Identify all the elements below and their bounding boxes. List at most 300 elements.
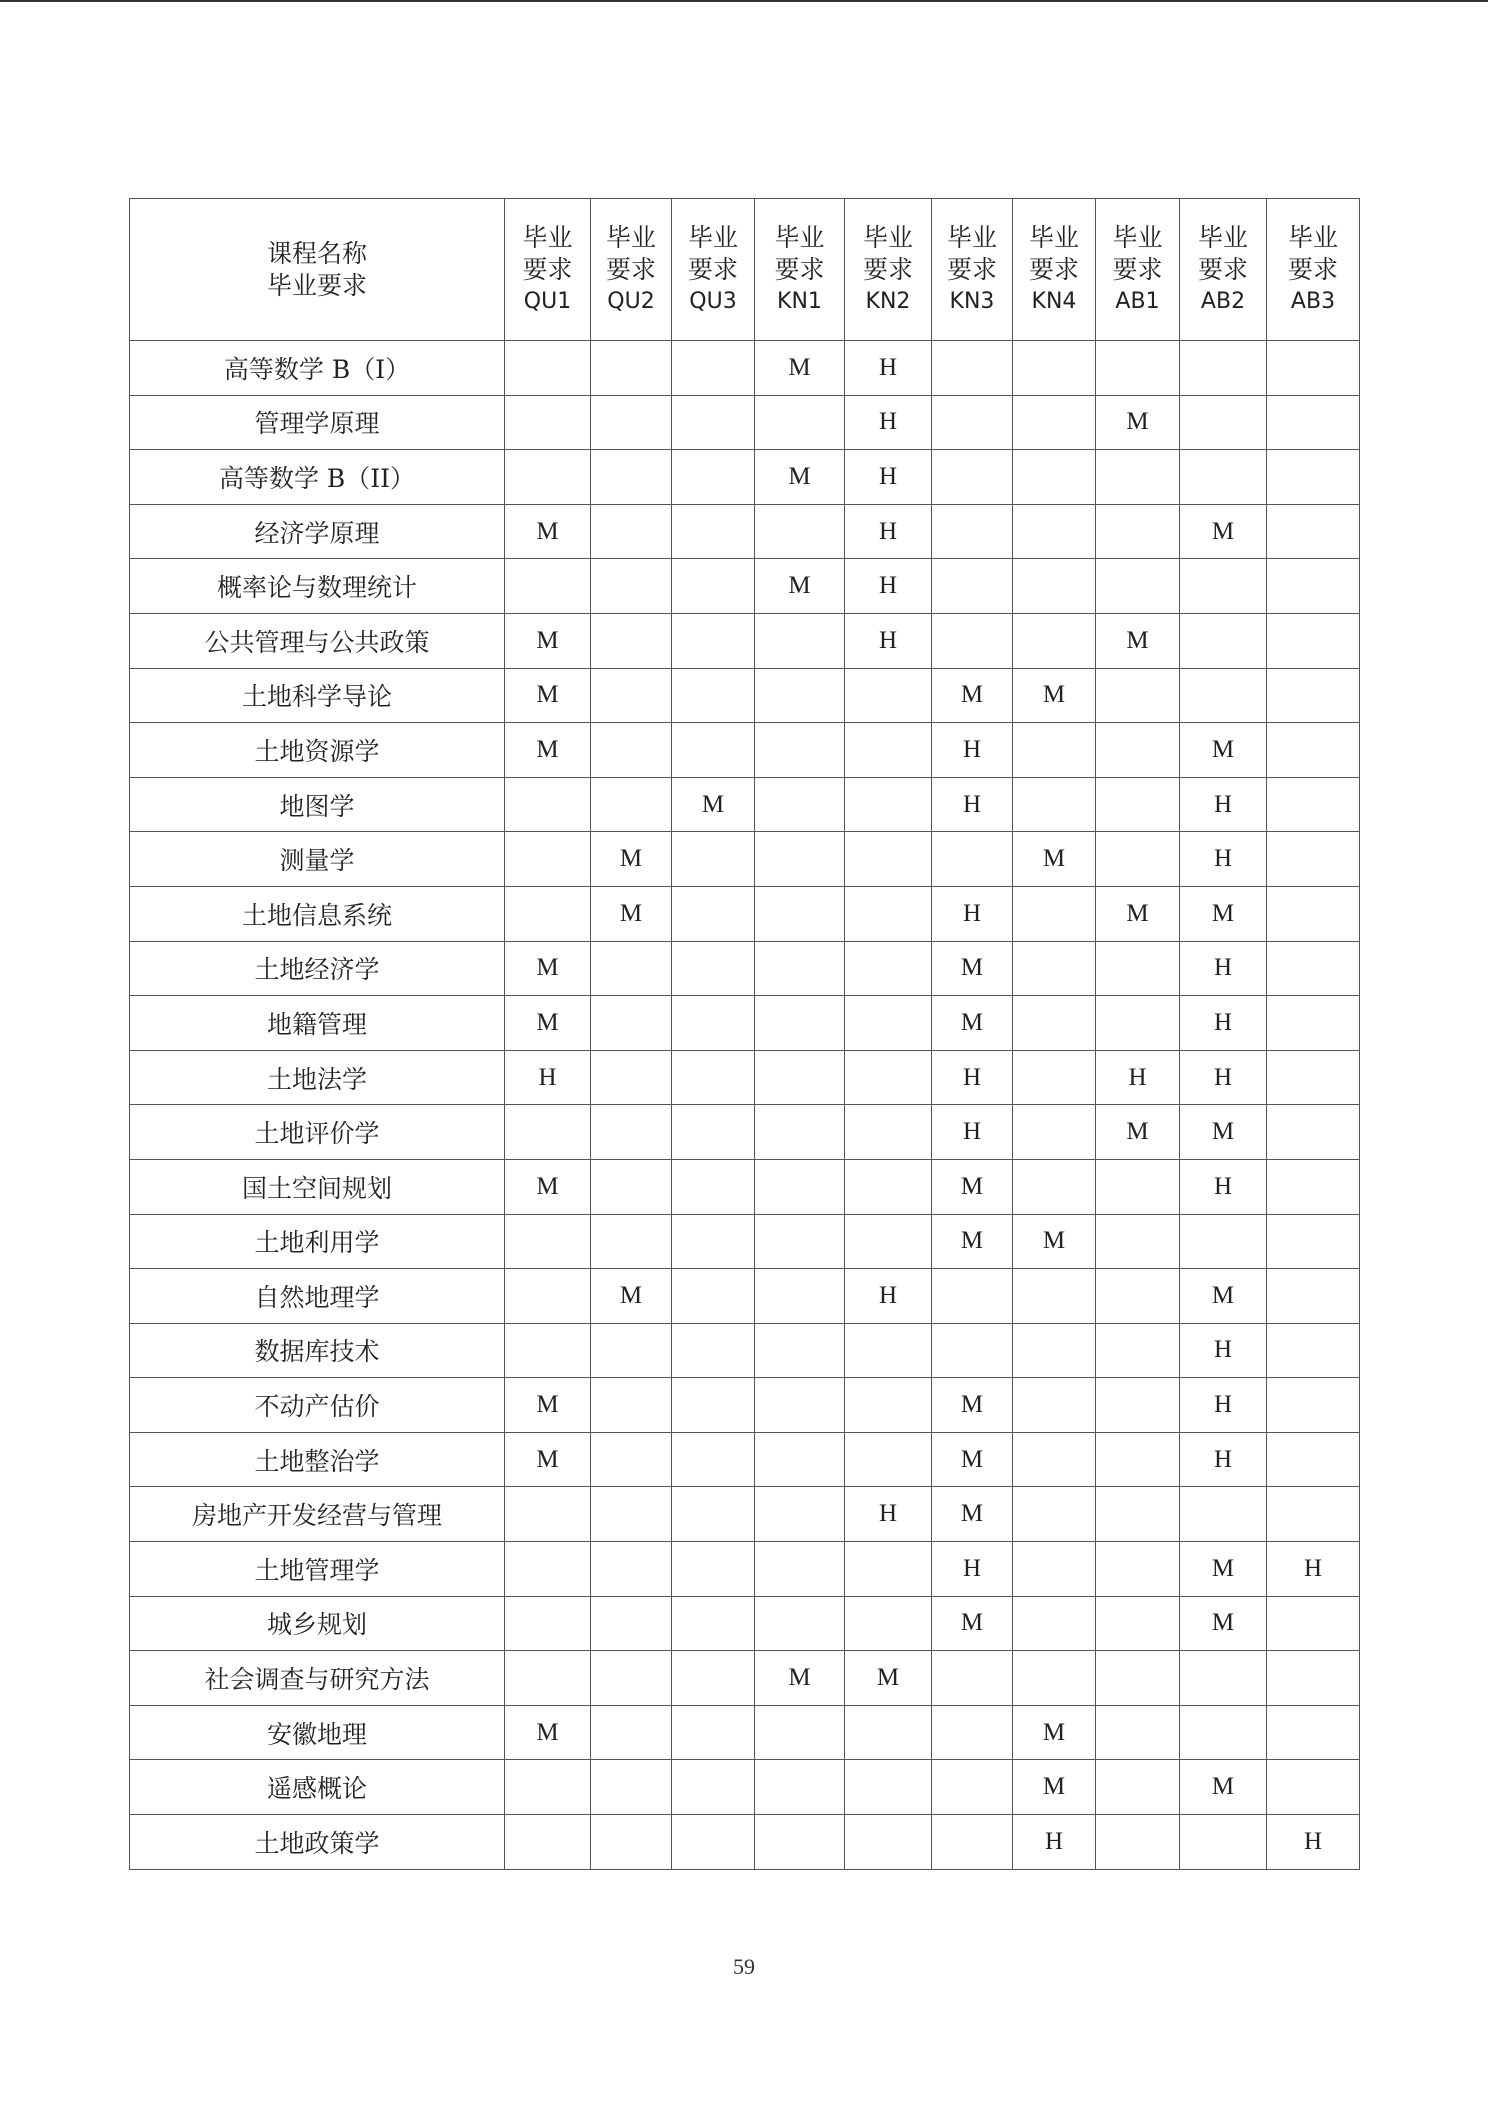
requirement-column-header bbox=[1013, 199, 1096, 341]
support-level-cell bbox=[1267, 832, 1360, 887]
support-level-cell bbox=[672, 1705, 755, 1760]
support-level-cell bbox=[1096, 341, 1180, 396]
support-level-cell bbox=[505, 886, 591, 941]
support-level-cell bbox=[591, 1596, 672, 1651]
requirement-caption: 毕业 bbox=[1112, 222, 1163, 252]
top-border-line bbox=[0, 0, 1488, 2]
support-level-cell bbox=[1096, 941, 1180, 996]
course-name-cell: 高等数学 B（II） bbox=[130, 450, 505, 505]
support-level-cell bbox=[755, 1159, 845, 1214]
support-level-cell bbox=[672, 832, 755, 887]
course-name-cell: 土地资源学 bbox=[130, 723, 505, 778]
requirement-column-header bbox=[672, 199, 755, 341]
support-level-cell: M bbox=[932, 941, 1013, 996]
support-level-cell: M bbox=[1013, 668, 1096, 723]
support-level-cell bbox=[505, 1214, 591, 1269]
support-level-cell bbox=[755, 1214, 845, 1269]
support-level-cell bbox=[1096, 668, 1180, 723]
support-level-cell: M bbox=[672, 777, 755, 832]
course-column-header bbox=[130, 199, 505, 341]
support-level-cell: M bbox=[932, 1596, 1013, 1651]
support-level-cell bbox=[672, 1050, 755, 1105]
support-level-cell: M bbox=[932, 996, 1013, 1051]
table-row bbox=[130, 1542, 1360, 1597]
page-number: 59 bbox=[733, 1954, 755, 1979]
support-level-cell: H bbox=[932, 1542, 1013, 1597]
support-level-cell bbox=[1267, 1214, 1360, 1269]
support-level-cell bbox=[591, 723, 672, 778]
support-level-cell bbox=[505, 777, 591, 832]
support-level-cell bbox=[1013, 1323, 1096, 1378]
support-level-cell bbox=[1013, 941, 1096, 996]
support-level-cell bbox=[672, 723, 755, 778]
support-level-cell bbox=[1013, 1542, 1096, 1597]
support-level-cell bbox=[1267, 941, 1360, 996]
course-name-cell: 地籍管理 bbox=[130, 996, 505, 1051]
support-level-cell bbox=[1096, 777, 1180, 832]
support-level-cell bbox=[755, 941, 845, 996]
support-level-cell: M bbox=[1096, 395, 1180, 450]
requirement-column-header bbox=[755, 199, 845, 341]
requirement-caption: 毕业 bbox=[522, 222, 573, 252]
support-level-cell bbox=[591, 1159, 672, 1214]
support-level-cell bbox=[1096, 1815, 1180, 1870]
support-level-cell bbox=[1096, 1651, 1180, 1706]
support-level-cell bbox=[845, 1159, 932, 1214]
support-level-cell bbox=[672, 1542, 755, 1597]
support-level-cell bbox=[672, 1214, 755, 1269]
support-level-cell bbox=[1096, 1432, 1180, 1487]
support-level-cell bbox=[672, 1105, 755, 1160]
support-level-cell bbox=[932, 832, 1013, 887]
support-level-cell: H bbox=[932, 886, 1013, 941]
support-level-cell bbox=[591, 341, 672, 396]
support-level-cell: H bbox=[932, 1050, 1013, 1105]
support-level-cell bbox=[591, 504, 672, 559]
support-level-cell bbox=[672, 341, 755, 396]
support-level-cell bbox=[1180, 668, 1267, 723]
support-level-cell: H bbox=[845, 613, 932, 668]
support-level-cell bbox=[591, 395, 672, 450]
course-name-cell: 经济学原理 bbox=[130, 504, 505, 559]
header-row bbox=[130, 199, 1360, 341]
support-level-cell bbox=[505, 1105, 591, 1160]
support-level-cell bbox=[591, 777, 672, 832]
support-level-cell: M bbox=[505, 613, 591, 668]
support-level-cell bbox=[755, 668, 845, 723]
support-level-cell bbox=[1267, 777, 1360, 832]
support-level-cell bbox=[755, 613, 845, 668]
support-level-cell: M bbox=[932, 1378, 1013, 1433]
support-level-cell bbox=[672, 1323, 755, 1378]
support-level-cell bbox=[672, 941, 755, 996]
requirement-code: KN4 bbox=[1031, 288, 1077, 314]
support-level-cell bbox=[672, 1651, 755, 1706]
table-row bbox=[130, 1105, 1360, 1160]
support-level-cell bbox=[845, 1705, 932, 1760]
course-name-cell: 自然地理学 bbox=[130, 1269, 505, 1324]
support-level-cell bbox=[591, 668, 672, 723]
support-level-cell bbox=[672, 1432, 755, 1487]
support-level-cell bbox=[591, 1542, 672, 1597]
table-row bbox=[130, 1214, 1360, 1269]
support-level-cell bbox=[845, 1050, 932, 1105]
support-level-cell bbox=[845, 1105, 932, 1160]
support-level-cell bbox=[1180, 1705, 1267, 1760]
support-level-cell bbox=[1013, 1105, 1096, 1160]
table-row bbox=[130, 777, 1360, 832]
support-level-cell bbox=[1267, 1269, 1360, 1324]
support-level-cell bbox=[1096, 1378, 1180, 1433]
support-level-cell bbox=[755, 1596, 845, 1651]
support-level-cell: M bbox=[932, 1159, 1013, 1214]
support-level-cell: M bbox=[845, 1651, 932, 1706]
support-level-cell: M bbox=[1180, 1760, 1267, 1815]
support-level-cell bbox=[591, 1214, 672, 1269]
support-level-cell bbox=[1180, 613, 1267, 668]
support-level-cell: H bbox=[1013, 1815, 1096, 1870]
support-level-cell bbox=[1267, 1705, 1360, 1760]
support-level-cell bbox=[755, 1705, 845, 1760]
support-level-cell bbox=[1267, 668, 1360, 723]
support-level-cell bbox=[1267, 1432, 1360, 1487]
support-level-cell bbox=[591, 1432, 672, 1487]
support-level-cell bbox=[845, 1378, 932, 1433]
support-level-cell bbox=[1096, 1487, 1180, 1542]
course-name-cell: 数据库技术 bbox=[130, 1323, 505, 1378]
support-level-cell bbox=[755, 395, 845, 450]
course-name-cell: 公共管理与公共政策 bbox=[130, 613, 505, 668]
support-level-cell bbox=[845, 1596, 932, 1651]
support-level-cell bbox=[591, 941, 672, 996]
support-level-cell bbox=[591, 1760, 672, 1815]
support-level-cell bbox=[932, 450, 1013, 505]
support-level-cell bbox=[672, 1596, 755, 1651]
support-level-cell bbox=[845, 1214, 932, 1269]
support-level-cell bbox=[1180, 1487, 1267, 1542]
support-level-cell: M bbox=[591, 832, 672, 887]
support-level-cell bbox=[1267, 723, 1360, 778]
support-level-cell bbox=[591, 559, 672, 614]
support-level-cell: M bbox=[1180, 1542, 1267, 1597]
support-level-cell: H bbox=[1180, 832, 1267, 887]
support-level-cell bbox=[505, 1651, 591, 1706]
support-level-cell bbox=[1267, 886, 1360, 941]
requirement-caption: 要求 bbox=[522, 254, 573, 284]
support-level-cell bbox=[1180, 341, 1267, 396]
support-level-cell bbox=[1267, 1050, 1360, 1105]
table-row bbox=[130, 1487, 1360, 1542]
support-level-cell: H bbox=[845, 504, 932, 559]
support-level-cell: M bbox=[755, 1651, 845, 1706]
support-level-cell bbox=[755, 1105, 845, 1160]
support-level-cell bbox=[672, 668, 755, 723]
support-level-cell bbox=[755, 1378, 845, 1433]
support-level-cell bbox=[1267, 1323, 1360, 1378]
requirement-caption: 毕业 bbox=[1028, 222, 1079, 252]
support-level-cell bbox=[672, 613, 755, 668]
support-level-cell bbox=[591, 996, 672, 1051]
support-level-cell: M bbox=[1180, 723, 1267, 778]
support-level-cell bbox=[1180, 395, 1267, 450]
support-level-cell bbox=[845, 1323, 932, 1378]
support-level-cell bbox=[1096, 450, 1180, 505]
support-level-cell bbox=[672, 1760, 755, 1815]
support-level-cell bbox=[932, 559, 1013, 614]
table-row bbox=[130, 1432, 1360, 1487]
support-level-cell: M bbox=[505, 1432, 591, 1487]
support-level-cell bbox=[1013, 395, 1096, 450]
support-level-cell bbox=[591, 450, 672, 505]
requirement-caption: 毕业 bbox=[605, 222, 656, 252]
requirement-caption: 毕业 bbox=[774, 222, 825, 252]
support-level-cell bbox=[1013, 559, 1096, 614]
support-level-cell bbox=[755, 723, 845, 778]
requirement-column-header bbox=[1267, 199, 1360, 341]
support-level-cell bbox=[505, 832, 591, 887]
support-level-cell bbox=[505, 1760, 591, 1815]
support-level-cell bbox=[505, 559, 591, 614]
support-level-cell bbox=[845, 832, 932, 887]
requirement-code: KN3 bbox=[949, 288, 995, 314]
support-level-cell bbox=[1096, 1159, 1180, 1214]
support-level-cell bbox=[755, 996, 845, 1051]
support-level-cell: M bbox=[1013, 1705, 1096, 1760]
support-level-cell bbox=[932, 395, 1013, 450]
support-level-cell bbox=[591, 613, 672, 668]
support-level-cell bbox=[1267, 450, 1360, 505]
support-level-cell: H bbox=[845, 341, 932, 396]
support-level-cell bbox=[1013, 1269, 1096, 1324]
support-level-cell: M bbox=[591, 1269, 672, 1324]
support-level-cell bbox=[591, 1487, 672, 1542]
support-level-cell: M bbox=[932, 668, 1013, 723]
course-name-cell: 土地科学导论 bbox=[130, 668, 505, 723]
support-level-cell bbox=[1267, 1487, 1360, 1542]
support-level-cell bbox=[1180, 559, 1267, 614]
support-level-cell bbox=[591, 1050, 672, 1105]
support-level-cell bbox=[755, 1815, 845, 1870]
matrix-header bbox=[130, 199, 1360, 341]
table-row bbox=[130, 341, 1360, 396]
support-level-cell bbox=[932, 341, 1013, 396]
table-row bbox=[130, 1378, 1360, 1433]
support-level-cell: M bbox=[755, 341, 845, 396]
requirement-caption: 毕业 bbox=[862, 222, 913, 252]
support-level-cell bbox=[845, 1815, 932, 1870]
support-level-cell bbox=[505, 1323, 591, 1378]
support-level-cell bbox=[932, 1815, 1013, 1870]
requirement-column-header bbox=[505, 199, 591, 341]
support-level-cell bbox=[845, 1542, 932, 1597]
requirement-caption: 毕业 bbox=[1197, 222, 1248, 252]
support-level-cell: H bbox=[932, 723, 1013, 778]
support-level-cell bbox=[845, 941, 932, 996]
support-level-cell: M bbox=[932, 1214, 1013, 1269]
table-row bbox=[130, 1050, 1360, 1105]
course-name-cell: 遥感概论 bbox=[130, 1760, 505, 1815]
support-level-cell: H bbox=[932, 1105, 1013, 1160]
support-level-cell bbox=[932, 613, 1013, 668]
support-level-cell bbox=[505, 1815, 591, 1870]
support-level-cell: M bbox=[1180, 504, 1267, 559]
support-level-cell bbox=[1267, 1159, 1360, 1214]
support-level-cell bbox=[672, 504, 755, 559]
support-level-cell: M bbox=[505, 668, 591, 723]
course-name-cell: 安徽地理 bbox=[130, 1705, 505, 1760]
support-level-cell: H bbox=[845, 1487, 932, 1542]
support-level-cell bbox=[1013, 1487, 1096, 1542]
curriculum-requirement-matrix bbox=[129, 198, 1360, 1870]
support-level-cell bbox=[755, 1432, 845, 1487]
table-row bbox=[130, 832, 1360, 887]
support-level-cell bbox=[1096, 723, 1180, 778]
requirement-column-header bbox=[1096, 199, 1180, 341]
support-level-cell: H bbox=[932, 777, 1013, 832]
table-row bbox=[130, 1269, 1360, 1324]
support-level-cell: H bbox=[1180, 1378, 1267, 1433]
support-level-cell bbox=[672, 1378, 755, 1433]
requirement-column-header bbox=[591, 199, 672, 341]
support-level-cell: M bbox=[1180, 1105, 1267, 1160]
requirement-column-header bbox=[845, 199, 932, 341]
support-level-cell bbox=[1013, 996, 1096, 1051]
support-level-cell: M bbox=[1096, 613, 1180, 668]
support-level-cell bbox=[1096, 1542, 1180, 1597]
support-level-cell: M bbox=[1180, 1269, 1267, 1324]
support-level-cell: M bbox=[505, 1705, 591, 1760]
support-level-cell bbox=[932, 1323, 1013, 1378]
support-level-cell: M bbox=[1096, 1105, 1180, 1160]
support-level-cell: H bbox=[1180, 1432, 1267, 1487]
table-row bbox=[130, 1159, 1360, 1214]
support-level-cell bbox=[672, 395, 755, 450]
requirement-caption: 要求 bbox=[1287, 254, 1338, 284]
support-level-cell bbox=[1013, 1596, 1096, 1651]
requirement-caption: 要求 bbox=[687, 254, 738, 284]
course-name-cell: 测量学 bbox=[130, 832, 505, 887]
support-level-cell bbox=[1267, 1651, 1360, 1706]
course-name-cell: 不动产估价 bbox=[130, 1378, 505, 1433]
support-level-cell bbox=[755, 1269, 845, 1324]
table-row bbox=[130, 668, 1360, 723]
support-level-cell bbox=[505, 1269, 591, 1324]
support-level-cell bbox=[932, 1760, 1013, 1815]
support-level-cell: M bbox=[932, 1487, 1013, 1542]
support-level-cell bbox=[1267, 1105, 1360, 1160]
course-name-cell: 高等数学 B（I） bbox=[130, 341, 505, 396]
support-level-cell bbox=[1180, 450, 1267, 505]
support-level-cell: M bbox=[505, 723, 591, 778]
support-level-cell: M bbox=[1096, 886, 1180, 941]
support-level-cell bbox=[672, 996, 755, 1051]
support-level-cell: M bbox=[755, 450, 845, 505]
requirement-caption: 要求 bbox=[774, 254, 825, 284]
support-level-cell: M bbox=[1180, 886, 1267, 941]
requirement-code: AB2 bbox=[1200, 288, 1246, 314]
requirement-caption: 毕业 bbox=[687, 222, 738, 252]
support-level-cell: M bbox=[1180, 1596, 1267, 1651]
support-level-cell bbox=[845, 777, 932, 832]
support-level-cell bbox=[755, 886, 845, 941]
support-level-cell bbox=[1267, 504, 1360, 559]
support-level-cell bbox=[755, 1542, 845, 1597]
requirement-caption: 毕业 bbox=[946, 222, 997, 252]
table-row bbox=[130, 723, 1360, 778]
support-level-cell bbox=[755, 1050, 845, 1105]
requirement-code: AB1 bbox=[1115, 288, 1160, 314]
support-level-cell bbox=[1096, 832, 1180, 887]
support-level-cell bbox=[755, 504, 845, 559]
support-level-cell bbox=[1013, 777, 1096, 832]
support-level-cell bbox=[1267, 996, 1360, 1051]
table-row bbox=[130, 450, 1360, 505]
table-row bbox=[130, 996, 1360, 1051]
support-level-cell: M bbox=[755, 559, 845, 614]
support-level-cell bbox=[1096, 996, 1180, 1051]
support-level-cell bbox=[1013, 1159, 1096, 1214]
table-row bbox=[130, 1815, 1360, 1870]
table-row bbox=[130, 395, 1360, 450]
table-row bbox=[130, 559, 1360, 614]
support-level-cell bbox=[1267, 559, 1360, 614]
support-level-cell bbox=[1096, 1596, 1180, 1651]
course-name-cell: 土地信息系统 bbox=[130, 886, 505, 941]
support-level-cell bbox=[672, 1487, 755, 1542]
support-level-cell bbox=[1013, 1050, 1096, 1105]
requirement-caption: 要求 bbox=[1197, 254, 1248, 284]
support-level-cell bbox=[1267, 613, 1360, 668]
support-level-cell bbox=[591, 1105, 672, 1160]
support-level-cell bbox=[672, 1269, 755, 1324]
support-level-cell bbox=[755, 777, 845, 832]
support-level-cell bbox=[932, 1651, 1013, 1706]
course-name-cell: 土地经济学 bbox=[130, 941, 505, 996]
support-level-cell: H bbox=[1180, 1050, 1267, 1105]
support-level-cell bbox=[1096, 1269, 1180, 1324]
support-level-cell bbox=[672, 559, 755, 614]
support-level-cell: M bbox=[505, 504, 591, 559]
support-level-cell bbox=[672, 1815, 755, 1870]
support-level-cell: H bbox=[1180, 1323, 1267, 1378]
requirement-code: KN1 bbox=[777, 288, 822, 314]
support-level-cell bbox=[672, 450, 755, 505]
support-level-cell bbox=[1013, 504, 1096, 559]
support-level-cell: H bbox=[1180, 1159, 1267, 1214]
support-level-cell: H bbox=[845, 1269, 932, 1324]
support-level-cell: M bbox=[591, 886, 672, 941]
support-level-cell: H bbox=[1180, 941, 1267, 996]
requirement-label: 毕业要求 bbox=[266, 270, 367, 300]
support-level-cell bbox=[845, 886, 932, 941]
support-level-cell bbox=[845, 996, 932, 1051]
support-level-cell bbox=[1013, 886, 1096, 941]
course-name-cell: 社会调查与研究方法 bbox=[130, 1651, 505, 1706]
support-level-cell bbox=[1013, 723, 1096, 778]
support-level-cell bbox=[1267, 1596, 1360, 1651]
support-level-cell bbox=[591, 1705, 672, 1760]
support-level-cell bbox=[1096, 1760, 1180, 1815]
support-level-cell: M bbox=[505, 1159, 591, 1214]
support-level-cell bbox=[505, 1487, 591, 1542]
support-level-cell bbox=[505, 1596, 591, 1651]
table-row bbox=[130, 504, 1360, 559]
support-level-cell: M bbox=[1013, 832, 1096, 887]
support-level-cell: H bbox=[845, 559, 932, 614]
support-level-cell bbox=[591, 1815, 672, 1870]
support-level-cell bbox=[1096, 1214, 1180, 1269]
matrix-body bbox=[130, 341, 1360, 1870]
